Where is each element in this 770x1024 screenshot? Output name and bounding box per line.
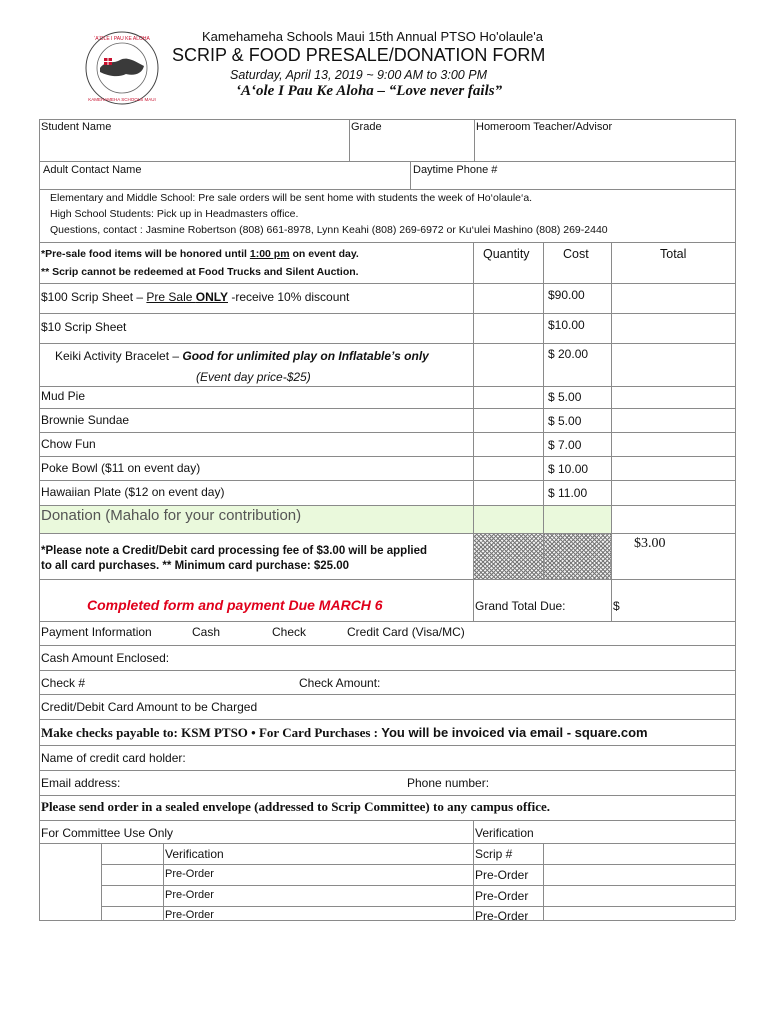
check-amount-field[interactable] <box>390 672 733 693</box>
adult-contact-label: Adult Contact Name <box>43 164 142 176</box>
cost-header: Cost <box>563 247 589 261</box>
grand-total-field[interactable] <box>625 582 733 619</box>
keiki-bracelet-total-field[interactable] <box>613 345 734 385</box>
scrip-10-cost: $10.00 <box>548 318 585 332</box>
card-fee-note-1: *Please note a Credit/Debit card processing fee of $3.00 will be applied <box>41 545 428 557</box>
committee-preorder-3: Pre-Order <box>165 909 214 920</box>
envelope-instructions: Please send order in a sealed envelope (addressed to Scrip Committee) to any campus office. <box>41 799 550 814</box>
total-header: Total <box>660 247 687 261</box>
brownie-sundae-cost: $ 5.00 <box>548 414 582 428</box>
check-number-label: Check # <box>41 676 86 690</box>
phone-number-field[interactable] <box>500 772 733 794</box>
daytime-phone-label: Daytime Phone # <box>413 164 498 176</box>
adult-contact-field[interactable] <box>160 163 408 187</box>
payment-info-label: Payment Information <box>41 625 152 639</box>
committee-preorder-5: Pre-Order <box>475 889 529 903</box>
committee-preorder-2: Pre-Order <box>165 889 214 901</box>
committee-scrip-number: Scrip # <box>475 847 513 861</box>
poke-bowl-label: Poke Bowl ($11 on event day) <box>41 461 201 475</box>
brownie-sundae-label: Brownie Sundae <box>41 413 130 427</box>
grand-total-label: Grand Total Due: <box>475 599 566 613</box>
check-number-field[interactable] <box>90 672 295 693</box>
brownie-sundae-quantity-field[interactable] <box>475 410 542 431</box>
event-date: Saturday, April 13, 2019 ~ 9:00 AM to 3:00 PM <box>230 68 487 82</box>
poke-bowl-quantity-field[interactable] <box>475 458 542 479</box>
card-fee-note-2: to all card purchases. ** Minimum card purchase: $25.00 <box>41 560 350 572</box>
keiki-bracelet-cost: $ 20.00 <box>548 347 589 361</box>
student-name-label: Student Name <box>41 121 112 133</box>
info-line-highschool: High School Students: Pick up in Headmasters office. <box>50 208 299 220</box>
school-seal-logo <box>84 30 160 106</box>
keiki-bracelet-quantity-field[interactable] <box>475 345 542 385</box>
mud-pie-label: Mud Pie <box>41 389 86 403</box>
donation-quantity-highlight <box>474 506 543 533</box>
info-line-contacts: Questions, contact : Jasmine Robertson (808) 661-8978, Lynn Keahi (808) 269-6972 or Ku‘ulei Mashino (808) 269-2440 <box>50 224 608 236</box>
chow-fun-total-field[interactable] <box>613 434 734 455</box>
card-holder-field[interactable] <box>200 747 733 769</box>
mud-pie-quantity-field[interactable] <box>475 388 542 407</box>
info-line-pickup: Elementary and Middle School: Pre sale orders will be sent home with students the week of Ho‘olaule‘a. <box>50 192 533 204</box>
quantity-header: Quantity <box>483 247 530 261</box>
brownie-sundae-total-field[interactable] <box>613 410 734 431</box>
hawaiian-plate-total-field[interactable] <box>613 482 734 504</box>
due-date-notice: Completed form and payment Due MARCH 6 <box>87 597 383 613</box>
committee-verification-subheader: Verification <box>165 847 224 861</box>
scrip-100-total-field[interactable] <box>613 285 734 312</box>
mud-pie-total-field[interactable] <box>613 388 734 407</box>
homeroom-field[interactable] <box>476 136 733 159</box>
keiki-bracelet-event-price: (Event day price-$25) <box>196 370 311 384</box>
email-field[interactable] <box>130 772 400 794</box>
chow-fun-quantity-field[interactable] <box>475 434 542 455</box>
phone-number-label: Phone number: <box>407 776 490 790</box>
committee-preorder-4: Pre-Order <box>475 868 529 882</box>
payment-option-credit-card[interactable]: Credit Card (Visa/MC) <box>347 625 465 639</box>
hawaiian-plate-quantity-field[interactable] <box>475 482 542 504</box>
presale-note: *Pre-sale food items will be honored until 1:00 pm on event day. <box>41 248 359 260</box>
hawaiian-plate-label: Hawaiian Plate ($12 on event day) <box>41 485 225 499</box>
committee-use-label: For Committee Use Only <box>41 826 174 840</box>
homeroom-label: Homeroom Teacher/Advisor <box>476 121 613 133</box>
scrip-10-total-field[interactable] <box>613 315 734 342</box>
scrip-100-quantity-field[interactable] <box>475 285 542 312</box>
svg-text:KAMEHAMEHA SCHOOLS MAUI: KAMEHAMEHA SCHOOLS MAUI <box>88 97 156 102</box>
committee-preorder-1: Pre-Order <box>165 868 214 880</box>
scrip-100-label: $100 Scrip Sheet – Pre Sale ONLY -receive 10% discount <box>41 290 350 304</box>
motto: ʻAʻole I Pau Ke Aloha – “Love never fails” <box>236 83 503 99</box>
grade-label: Grade <box>351 121 382 133</box>
committee-verification-header: Verification <box>475 826 534 840</box>
payment-option-check[interactable]: Check <box>272 625 307 639</box>
mud-pie-cost: $ 5.00 <box>548 390 582 404</box>
card-holder-label: Name of credit card holder: <box>41 751 186 765</box>
donation-cost-highlight <box>544 506 611 533</box>
grand-total-currency: $ <box>613 599 620 613</box>
poke-bowl-total-field[interactable] <box>613 458 734 479</box>
card-fee-amount: $3.00 <box>634 536 666 551</box>
poke-bowl-cost: $ 10.00 <box>548 462 589 476</box>
chow-fun-cost: $ 7.00 <box>548 438 582 452</box>
donation-total-field[interactable] <box>613 507 734 532</box>
chow-fun-label: Chow Fun <box>41 437 96 451</box>
cash-amount-label: Cash Amount Enclosed: <box>41 651 170 665</box>
card-amount-label: Credit/Debit Card Amount to be Charged <box>41 700 258 714</box>
cash-amount-field[interactable] <box>180 647 733 669</box>
card-amount-field[interactable] <box>272 696 733 718</box>
student-name-field[interactable] <box>41 136 347 159</box>
scrip-note: ** Scrip cannot be redeemed at Food Trucks and Silent Auction. <box>41 266 359 278</box>
payable-note: Make checks payable to: KSM PTSO • For Card Purchases : You will be invoiced via email - square.com <box>41 725 648 740</box>
grade-field[interactable] <box>351 136 472 159</box>
scrip-10-label: $10 Scrip Sheet <box>41 320 127 334</box>
scrip-100-cost: $90.00 <box>548 288 585 302</box>
keiki-bracelet-label: Keiki Activity Bracelet – Good for unlimited play on Inflatable’s only <box>55 349 429 363</box>
form-title: SCRIP & FOOD PRESALE/DONATION FORM <box>172 45 546 65</box>
hawaiian-plate-cost: $ 11.00 <box>548 486 588 500</box>
check-amount-label: Check Amount: <box>299 676 381 690</box>
committee-preorder-6: Pre-Order <box>475 909 529 920</box>
payment-option-cash[interactable]: Cash <box>192 625 221 639</box>
scrip-10-quantity-field[interactable] <box>475 315 542 342</box>
svg-text:ʻAʻOLE I PAU KE ALOHA: ʻAʻOLE I PAU KE ALOHA <box>94 36 150 42</box>
fee-cost-hatched <box>544 534 611 579</box>
fee-quantity-hatched <box>474 534 543 579</box>
email-label: Email address: <box>41 776 121 790</box>
org-heading: Kamehameha Schools Maui 15th Annual PTSO Ho'olaule'a <box>202 29 544 44</box>
donation-label: Donation (Mahalo for your contribution) <box>41 507 302 524</box>
daytime-phone-field[interactable] <box>505 163 733 187</box>
